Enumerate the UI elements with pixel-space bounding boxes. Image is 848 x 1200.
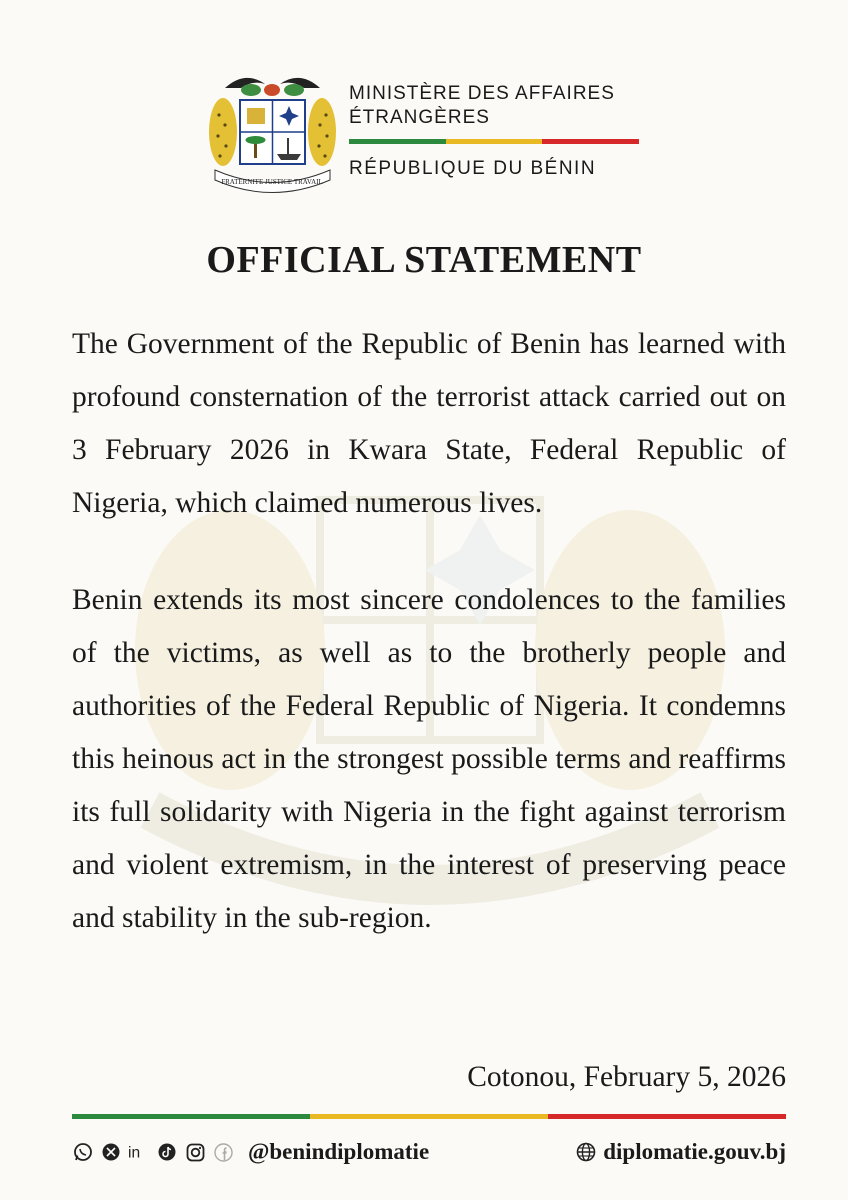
body-paragraph-1: The Government of the Republic of Benin has learned with profound consternation of the terrorist attack carried out on 3 February 2026 in Kwara State, Federal Republic of Nigeria, which claimed numerous lives. [72,328,786,519]
instagram-icon[interactable] [184,1141,206,1163]
footer-tricolor-bar [72,1114,786,1119]
statement-body [72,318,786,989]
facebook-icon[interactable] [212,1141,234,1163]
tiktok-icon[interactable] [156,1141,178,1163]
body-paragraph-2: Benin extends its most sincere condolences to the families of the victims, as well as to the brotherly people and authorities of the Federal Republic of Nigeria. It condemns this heinous act in the strongest possible terms and reaffirms its full solidarity with Nigeria in the fight against terrorism and violent extremism, in the interest of preserving peace and stability in the sub-region. [72,584,786,934]
ministry-name-line1: MINISTÈRE DES AFFAIRES [349,83,615,104]
republic-name: RÉPUBLIQUE DU BÉNIN [349,158,597,179]
website-link[interactable] [575,1139,786,1165]
footer [72,1139,786,1169]
globe-icon [575,1141,597,1163]
place-and-date: Cotonou, February 5, 2026 [467,1061,786,1093]
statement-title: OFFICIAL STATEMENT [206,239,642,281]
svg-text:FRATERNITE JUSTICE TRAVAIL: FRATERNITE JUSTICE TRAVAIL [221,178,323,186]
header-tricolor-bar [349,139,639,144]
x-icon[interactable] [100,1141,122,1163]
svg-text:in: in [128,1144,141,1161]
ministry-block [349,82,649,180]
website-url[interactable]: diplomatie.gouv.bj [603,1139,786,1164]
linkedin-icon[interactable] [128,1141,150,1163]
whatsapp-icon[interactable] [72,1141,94,1163]
ministry-name-line2: ÉTRANGÈRES [349,107,490,128]
social-icons [72,1141,234,1163]
benin-coat-of-arms-icon [205,70,340,195]
social-handle[interactable]: @benindiplomatie [248,1139,430,1164]
letterhead [0,70,848,200]
